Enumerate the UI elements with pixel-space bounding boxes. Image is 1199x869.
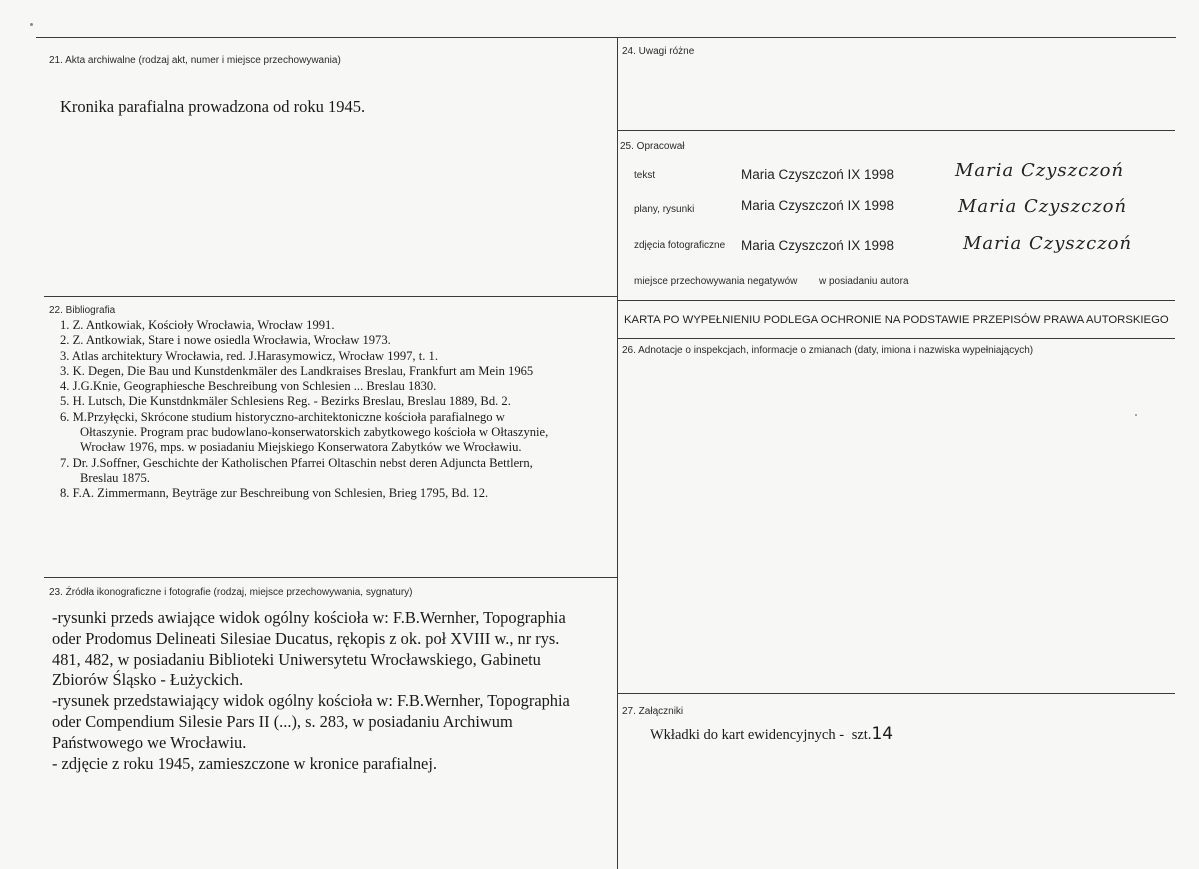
opracowal-row-label: tekst: [634, 170, 656, 181]
source-line: Państwowego we Wrocławiu.: [52, 732, 247, 752]
source-line: oder Compendium Silesie Pars II (...), s. 283, w posiadaniu Archiwum: [52, 711, 513, 731]
top-border: [36, 37, 1176, 38]
bibliography-line: 4. J.G.Knie, Geographiesche Beschreibung von Schlesien ... Breslau 1830.: [60, 379, 437, 394]
opracowal-row-value: Maria Czyszczoń IX 1998: [741, 238, 895, 253]
signature-photos: Maria Czyszczoń: [963, 233, 1133, 254]
scan-speck: [30, 23, 33, 26]
source-line: -rysunki przeds awiające widok ogólny kościoła w: F.B.Wernher, Topographia: [52, 608, 566, 627]
bibliography-line: 1. Z. Antkowiak, Kościoły Wrocławia, Wrocław 1991.: [60, 318, 335, 332]
bibliography-line: Ołtaszynie. Program prac budowlano-konserwatorskich zabytkowego kościoła w Ołtaszynie,: [80, 425, 549, 440]
attachments-description: Wkładki do kart ewidencyjnych -: [650, 727, 845, 743]
divider-copyright-top: [617, 300, 1175, 301]
attachments-count: 14: [871, 724, 894, 744]
opracowal-row-label: zdjęcia fotograficzne: [634, 240, 726, 251]
bibliography-line: 2. Z. Antkowiak, Stare i nowe osiedla Wrocławia, Wrocław 1973.: [60, 333, 391, 348]
bibliography-line: 5. H. Lutsch, Die Kunstdnkmäler Schlesiens Reg. - Bezirks Breslau, Breslau 1889, Bd. 2.: [60, 394, 511, 409]
signature-text: Maria Czyszczoń: [955, 160, 1125, 181]
source-line: Zbiorów Śląsko - Łużyckich.: [52, 670, 244, 690]
bibliography-line: 7. Dr. J.Soffner, Geschichte der Katholischen Pfarrei Oltaschin nebst deren Adjuncta Bettlern,: [60, 455, 533, 470]
source-line: oder Prodomus Delineati Silesiae Ducatus, rękopis z ok. poł XVIII w., nr rys.: [52, 628, 560, 648]
scan-speck: [1135, 414, 1137, 416]
divider-26-27: [617, 693, 1175, 694]
section-24-label: 24. Uwagi różne: [622, 46, 695, 57]
divider-22-23: [44, 577, 617, 578]
bibliography-line: 3. Atlas architektury Wrocławia, red. J.Harasymowicz, Wrocław 1997, t. 1.: [60, 348, 438, 363]
negatives-value: w posiadaniu autora: [819, 276, 909, 287]
source-line: 481, 482, w posiadaniu Biblioteki Uniwersytetu Wrocławskiego, Gabinetu: [52, 649, 541, 669]
divider-copyright-bottom: [617, 338, 1175, 339]
signature-plans: Maria Czyszczoń: [958, 196, 1128, 217]
divider-24-25: [617, 130, 1175, 131]
section-22-label: 22. Bibliografia: [49, 305, 116, 316]
section-26-label: 26. Adnotacje o inspekcjach, informacje o zmianach (daty, imiona i nazwiska wypełniających): [622, 345, 1034, 356]
iconographic-sources: [52, 608, 612, 774]
section-23-label: 23. Źródła ikonograficzne i fotografie (rodzaj, miejsce przechowywania, sygnatury): [49, 587, 413, 598]
bibliography-list: [60, 318, 620, 502]
attachments-text: [650, 724, 893, 744]
section-21-label: 21. Akta archiwalne (rodzaj akt, numer i miejsce przechowywania): [49, 55, 341, 66]
bibliography-line: Breslau 1875.: [80, 470, 150, 485]
attachments-count-label: szt.: [851, 727, 872, 743]
negatives-label: miejsce przechowywania negatywów: [634, 276, 798, 287]
section-27-label: 27. Załączniki: [622, 706, 684, 717]
section-21-text: Kronika parafialna prowadzona od roku 1945.: [60, 97, 366, 116]
divider-21-22: [44, 296, 617, 297]
source-line: - zdjęcie z roku 1945, zamieszczone w kronice parafialnej.: [52, 753, 437, 773]
source-line: -rysunek przedstawiający widok ogólny kościoła w: F.B.Wernher, Topographia: [52, 691, 570, 711]
opracowal-row-label: plany, rysunki: [634, 204, 695, 215]
bibliography-line: 3. K. Degen, Die Bau und Kunstdenkmäler des Landkraises Breslau, Frankfurt am Mein 1965: [60, 363, 534, 378]
bibliography-line: Wrocław 1976, mps. w posiadaniu Miejskiego Konserwatora Zabytków we Wrocławiu.: [80, 440, 522, 455]
bibliography-line: 8. F.A. Zimmermann, Beyträge zur Beschreibung von Schlesien, Brieg 1795, Bd. 12.: [60, 486, 489, 501]
opracowal-row-value: Maria Czyszczoń IX 1998: [741, 167, 895, 182]
opracowal-row-value: Maria Czyszczoń IX 1998: [741, 198, 895, 213]
bibliography-line: 6. M.Przyłęcki, Skrócone studium historyczno-architektoniczne kościoła parafialnego w: [60, 409, 505, 424]
section-25-label: 25. Opracował: [620, 141, 685, 152]
copyright-notice: KARTA PO WYPEŁNIENIU PODLEGA OCHRONIE NA PODSTAWIE PRZEPISÓW PRAWA AUTORSKIEGO: [624, 314, 1169, 326]
